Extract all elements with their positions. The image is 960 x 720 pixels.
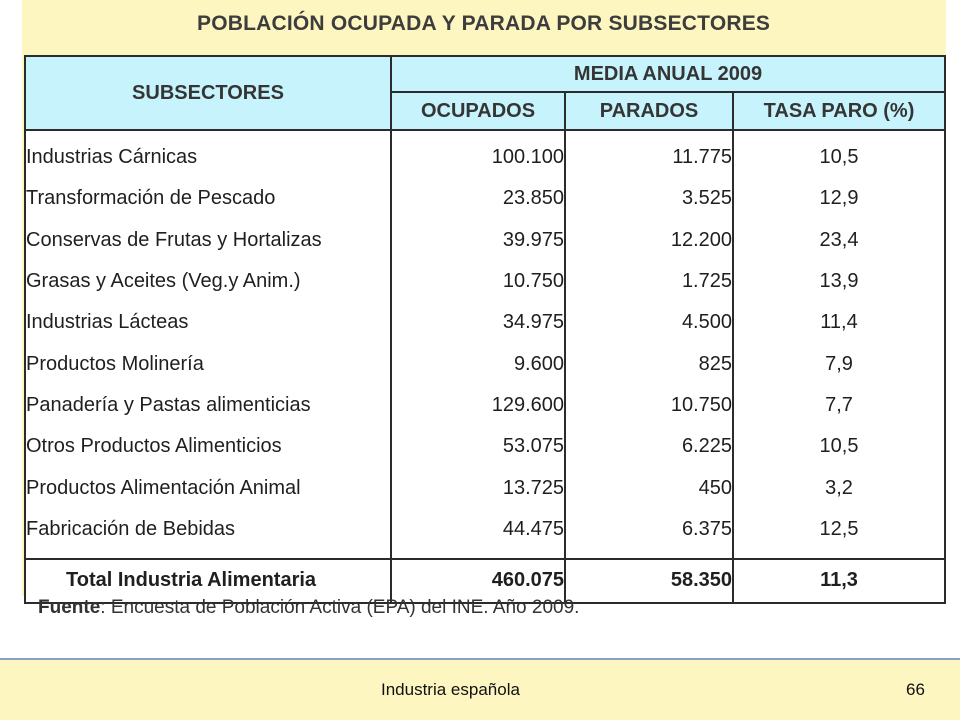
tasa-paro-value: 7,7 (733, 385, 945, 426)
table-row (25, 467, 945, 508)
ocupados-value: 53.075 (391, 426, 565, 467)
header-tasa-paro: TASA PARO (%) (733, 92, 945, 130)
ocupados-value: 129.600 (391, 385, 565, 426)
parados-value: 825 (565, 343, 733, 384)
table-row (25, 178, 945, 219)
table-row (25, 261, 945, 302)
subsector-name: Transformación de Pescado (25, 178, 391, 219)
total-name: Total Industria Alimentaria (25, 559, 391, 603)
table-row (25, 130, 945, 178)
tasa-paro-value: 13,9 (733, 261, 945, 302)
header-subsectores: SUBSECTORES (25, 56, 391, 130)
subsector-name: Panadería y Pastas alimenticias (25, 385, 391, 426)
subsector-name: Otros Productos Alimenticios (25, 426, 391, 467)
page-title: POBLACIÓN OCUPADA Y PARADA POR SUBSECTORES (197, 12, 771, 35)
parados-value: 6.225 (565, 426, 733, 467)
subsector-name: Productos Alimentación Animal (25, 467, 391, 508)
table-row (25, 509, 945, 559)
header-parados: PARADOS (565, 92, 733, 130)
ocupados-value: 13.725 (391, 467, 565, 508)
total-tasa: 11,3 (733, 559, 945, 603)
parados-value: 12.200 (565, 220, 733, 261)
tasa-paro-value: 7,9 (733, 343, 945, 384)
parados-value: 6.375 (565, 509, 733, 559)
parados-value: 11.775 (565, 130, 733, 178)
ocupados-value: 34.975 (391, 302, 565, 343)
parados-value: 4.500 (565, 302, 733, 343)
total-parados: 58.350 (565, 559, 733, 603)
parados-value: 450 (565, 467, 733, 508)
subsector-name: Conservas de Frutas y Hortalizas (25, 220, 391, 261)
ocupados-value: 9.600 (391, 343, 565, 384)
subsector-table (24, 55, 946, 604)
tasa-paro-value: 11,4 (733, 302, 945, 343)
ocupados-value: 100.100 (391, 130, 565, 178)
ocupados-value: 44.475 (391, 509, 565, 559)
table-row (25, 426, 945, 467)
tasa-paro-value: 3,2 (733, 467, 945, 508)
ocupados-value: 39.975 (391, 220, 565, 261)
source-text: : Encuesta de Población Activa (EPA) del INE. Año 2009. (100, 597, 580, 618)
parados-value: 3.525 (565, 178, 733, 219)
source-label: Fuente (38, 597, 101, 618)
slide-footer (0, 660, 960, 720)
table-row (25, 385, 945, 426)
ocupados-value: 23.850 (391, 178, 565, 219)
ocupados-value: 10.750 (391, 261, 565, 302)
tasa-paro-value: 12,9 (733, 178, 945, 219)
header-media-anual: MEDIA ANUAL 2009 (391, 56, 945, 92)
subsector-name: Productos Molinería (25, 343, 391, 384)
tasa-paro-value: 10,5 (733, 426, 945, 467)
subsector-name: Industrias Lácteas (25, 302, 391, 343)
parados-value: 10.750 (565, 385, 733, 426)
footer-title: Industria española (381, 680, 520, 699)
page-number: 66 (906, 680, 925, 699)
tasa-paro-value: 10,5 (733, 130, 945, 178)
subsector-name: Fabricación de Bebidas (25, 509, 391, 559)
tasa-paro-value: 23,4 (733, 220, 945, 261)
header-ocupados: OCUPADOS (391, 92, 565, 130)
table-row (25, 302, 945, 343)
title-bar (22, 0, 946, 54)
tasa-paro-value: 12,5 (733, 509, 945, 559)
subsector-name: Grasas y Aceites (Veg.y Anim.) (25, 261, 391, 302)
table-row (25, 220, 945, 261)
table-row (25, 343, 945, 384)
source-note (38, 597, 579, 619)
total-ocupados: 460.075 (391, 559, 565, 603)
subsector-name: Industrias Cárnicas (25, 130, 391, 178)
parados-value: 1.725 (565, 261, 733, 302)
